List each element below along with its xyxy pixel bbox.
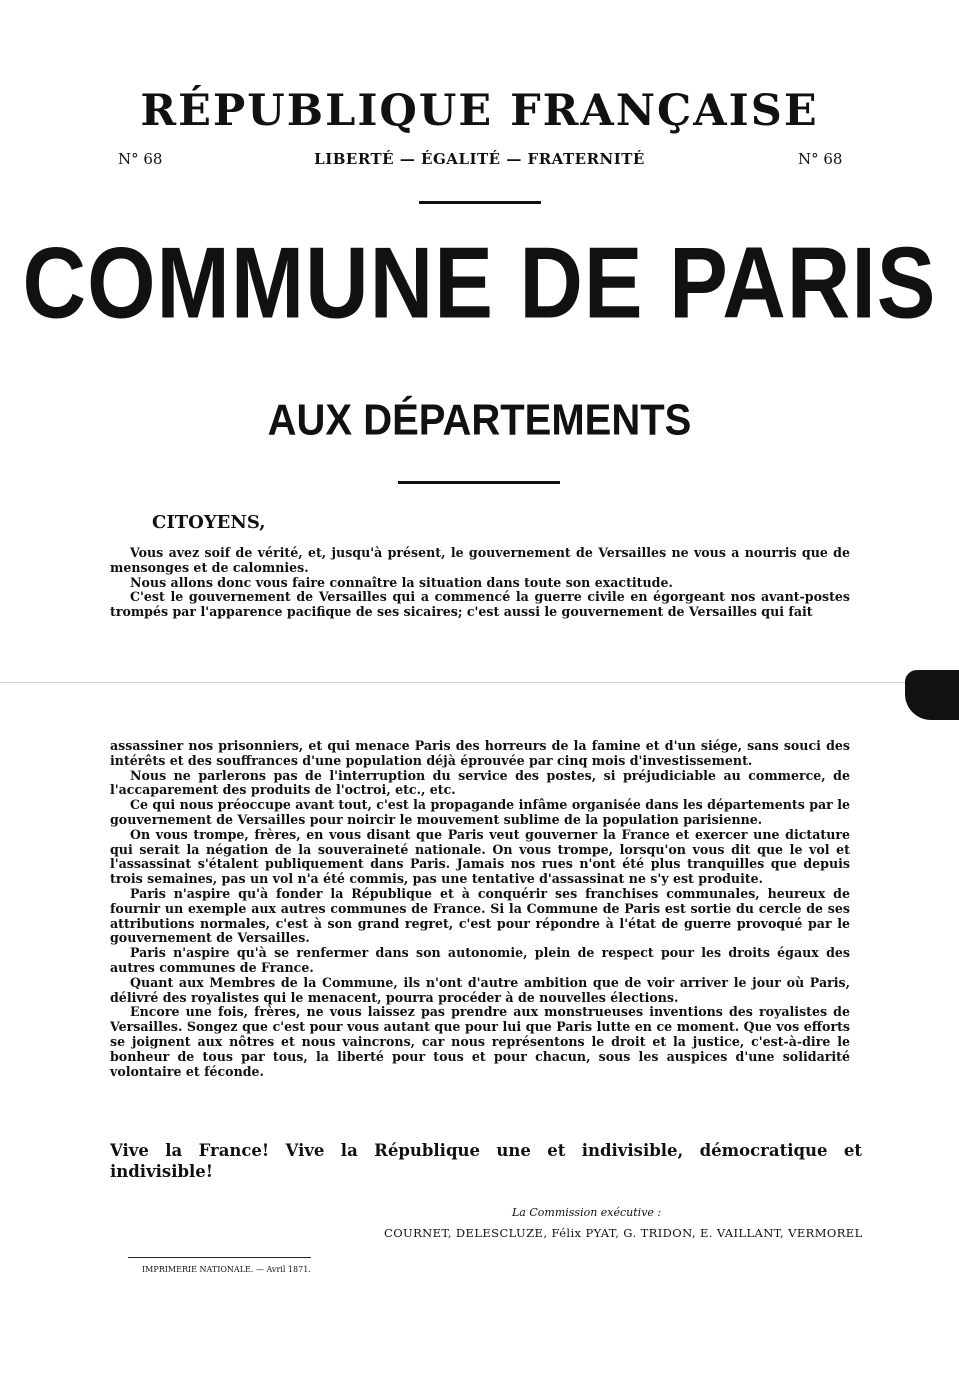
paragraph: Paris n'aspire qu'à se renfermer dans son autonomie, plein de respect pour les droits égaux des autres communes de France. xyxy=(110,945,850,975)
greeting: CITOYENS, xyxy=(152,512,266,533)
poster-number-left: N° 68 xyxy=(118,150,163,168)
printer-imprint: IMPRIMERIE NATIONALE. — Avril 1871. xyxy=(142,1265,311,1274)
paragraph: Encore une fois, frères, ne vous laissez pas prendre aux monstrueuses inventions des royalistes de Versailles. Songez que c'est pour vous autant que pour lui que Paris lutte en ce moment. Que vos efforts se joignent aux nôtres et nous vaincrons, car nous représentons le droit et la justice, c'est-à-dire le bonheur de tous par tous, la liberté pour tous et pour chacun, sous les auspices d'une solidarité volontaire et féconde. xyxy=(110,1004,850,1079)
printer-divider xyxy=(128,1257,311,1258)
paragraph: Vous avez soif de vérité, et, jusqu'à présent, le gouvernement de Versailles ne vous a nourris que de mensonges et de calomnies. xyxy=(110,545,850,575)
poster-number-right: N° 68 xyxy=(798,150,843,168)
paragraph: Nous allons donc vous faire connaître la situation dans toute son exactitude. xyxy=(130,574,673,590)
closing-slogan: Vive la France! Vive la République une et indivisible, démocratique et indivisible! xyxy=(110,1141,862,1181)
divider-middle xyxy=(398,481,560,484)
subheadline: AUX DÉPARTEMENTS xyxy=(267,395,692,445)
paragraph: Ce qui nous préoccupe avant tout, c'est la propagande infâme organisée dans les départements par le gouvernement de Versailles pour noircir le mouvement sublime de la population parisienne. xyxy=(110,797,850,827)
divider-top xyxy=(419,201,541,204)
commission-label: La Commission exécutive : xyxy=(512,1206,662,1219)
top-text-block xyxy=(110,546,850,620)
motto: LIBERTÉ — ÉGALITÉ — FRATERNITÉ xyxy=(314,150,645,168)
paper-fold xyxy=(0,682,959,683)
paragraph: Paris n'aspire qu'à fonder la République et à conquérir ses franchises communales, heureux de fournir un exemple aux autres communes de France. Si la Commune de Paris est sortie du cercle de ses attributions normales, c'est à son grand regret, c'est pour répondre à l'état de guerre provoqué par le gouvernement de Versailles. xyxy=(110,885,850,946)
bottom-text-block xyxy=(110,739,850,1079)
paragraph: On vous trompe, frères, en vous disant que Paris veut gouverner la France et exercer une dictature qui serait la négation de la souveraineté nationale. On vous trompe, lorsqu'on vous dit que le vol et l'assassinat s'étalent publiquement dans Paris. Jamais nos rues n'ont été plus tranquilles que depuis trois semaines, pas un vol n'a été commis, pas une tentative d'assassinat ne s'y est produite. xyxy=(110,826,850,887)
headline: COMMUNE DE PARIS xyxy=(22,225,937,340)
paragraph: Quant aux Membres de la Commune, ils n'ont d'autre ambition que de voir arriver le jour où Paris, délivré des royalistes qui le menacent, pourra procéder à de nouvelles élections. xyxy=(110,974,850,1005)
paragraph: C'est le gouvernement de Versailles qui a commencé la guerre civile en égorgeant nos avant-postes trompés par l'apparence pacifique de ses sicaires; c'est aussi le gouvernement de Versailles qui fait xyxy=(110,589,850,620)
paragraph: Nous ne parlerons pas de l'interruption du service des postes, si préjudiciable au commerce, de l'accaparement des produits de l'octroi, etc., etc. xyxy=(110,767,850,798)
torn-edge xyxy=(905,670,959,720)
republic-title: RÉPUBLIQUE FRANÇAISE xyxy=(140,86,819,136)
paragraph: assassiner nos prisonniers, et qui menace Paris des horreurs de la famine et d'un siége, sans souci des intérêts et des souffrances d'une population déjà éprouvée par cinq mois d'investissement. xyxy=(110,738,850,768)
signatories: COURNET, DELESCLUZE, Félix PYAT, G. TRIDON, E. VAILLANT, VERMOREL xyxy=(384,1226,863,1240)
